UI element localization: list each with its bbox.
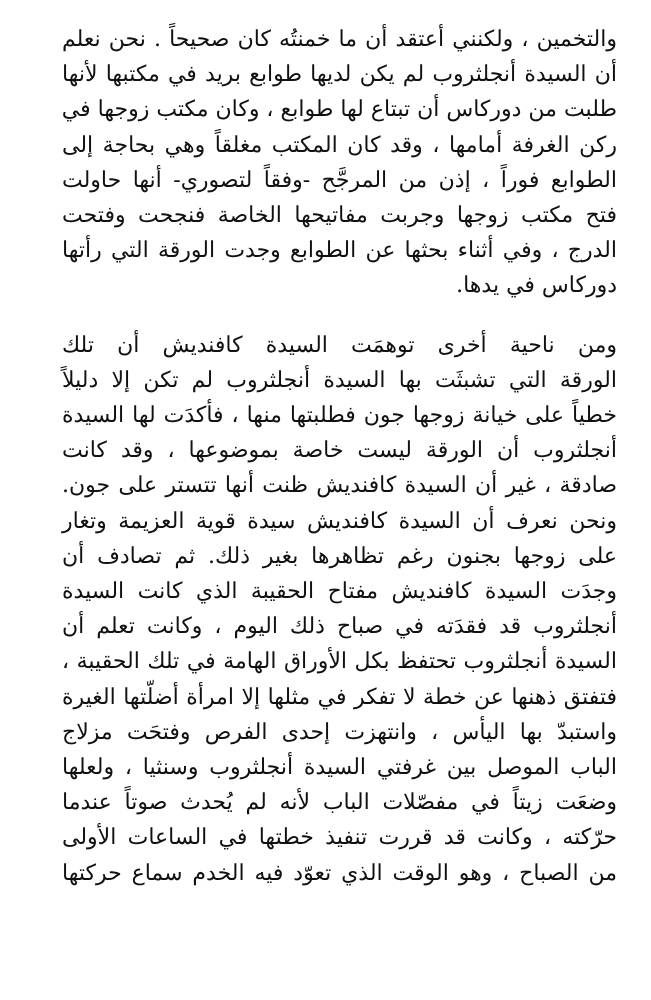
paragraph-gap bbox=[62, 304, 617, 328]
text-line: أنجلثروب قد فقدَته في صباح ذلك اليوم ، وكانت تعلم أن bbox=[62, 614, 617, 640]
text-line: واستبدّ بها اليأس ، وانتهزت إحدى الفرص وفتحَت مزلاج bbox=[62, 719, 617, 745]
text-line: صادقة ، غير أن السيدة كافنديش ظنت أنها تتستر على جون. bbox=[62, 473, 617, 499]
text-line: ومن ناحية أخرى توهمَت السيدة كافنديش أن تلك bbox=[62, 332, 617, 358]
text-line: وضعَت زيتاً في مفصّلات الباب لأنه لم يُحدث صوتاً عندما bbox=[62, 790, 617, 816]
text-line: دوركاس في يدها. bbox=[456, 273, 617, 299]
text-line: الباب الموصل بين غرفتي السيدة أنجلثروب وسنثيا ، ولعلها bbox=[62, 755, 617, 781]
text-line: ركن الغرفة أمامها ، وقد كان المكتب مغلقاً وهي بحاجة إلى bbox=[62, 132, 617, 158]
text-line: خطياً على خيانة زوجها جون فطلبتها منها ، فأكدَت لها السيدة bbox=[62, 403, 617, 429]
text-line: أن السيدة أنجلثروب لم يكن لديها طوابع بريد في مكتبها لأنها bbox=[62, 62, 617, 88]
text-line: أنجلثروب أن الورقة ليست خاصة بموضوعها ، وقد كانت bbox=[62, 438, 617, 464]
paragraph-2 bbox=[62, 328, 617, 891]
text-line: السيدة أنجلثروب تحتفظ بكل الأوراق الهامة في تلك الحقيبة ، bbox=[62, 649, 617, 675]
text-line: ونحن نعرف أن السيدة كافنديش سيدة قوية العزيمة وتغار bbox=[62, 508, 617, 534]
text-line: والتخمين ، ولكنني أعتقد أن ما خمنتُه كان صحيحاً . نحن نعلم bbox=[62, 27, 617, 52]
text-line: الدرج ، وفي أثناء بحثها عن الطوابع وجدت الورقة التي رأتها bbox=[62, 238, 617, 264]
text-line: من الصباح ، وهو الوقت الذي تعوّد فيه الخدم سماع حركتها bbox=[62, 860, 617, 886]
text-line: حرّكته ، وكانت قد قررت تنفيذ خطتها في الساعات الأولى bbox=[62, 825, 617, 851]
text-line: على زوجها بجنون رغم تظاهرها بغير ذلك. ثم تصادف أن bbox=[62, 543, 617, 569]
text-line: الورقة التي تشبثَت بها السيدة أنجلثروب لم تكن إلا دليلاً bbox=[62, 367, 617, 393]
book-page bbox=[62, 22, 617, 891]
text-line: فتح مكتب زوجها وجربت مفاتيحها الخاصة فنجحت وفتحت bbox=[62, 203, 617, 229]
text-line: طلبت من دوركاس أن تبتاع لها طوابع ، وكان مكتب زوجها في bbox=[61, 97, 617, 123]
paragraph-1 bbox=[62, 22, 617, 304]
text-line: وجدَت السيدة كافنديش مفتاح الحقيبة الذي كانت السيدة bbox=[62, 579, 617, 605]
text-line: الطوابع فوراً ، إذن من المرجَّح -وفقاً لتصوري- أنها حاولت bbox=[62, 167, 617, 193]
text-line: فتفتق ذهنها عن خطة لا تفكر في مثلها إلا امرأة أضلّتها الغيرة bbox=[62, 684, 617, 710]
